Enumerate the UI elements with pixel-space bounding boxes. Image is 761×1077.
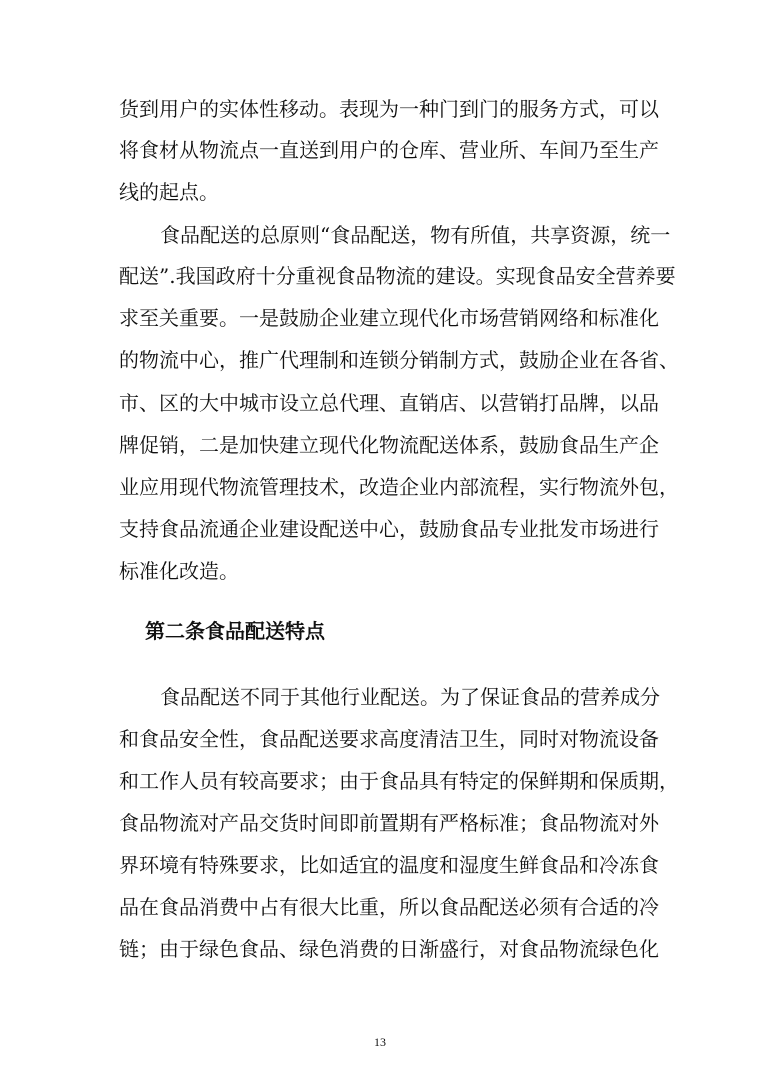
text-line: 支持食品流通企业建设配送中心，鼓励食品专业批发市场进行 (119, 517, 659, 541)
text-line: 品在食品消费中占有很大比重，所以食品配送必须有合适的冷 (119, 895, 659, 919)
paragraph-2-line-9 (0, 551, 761, 591)
text-line: 标准化改造。 (119, 559, 239, 583)
paragraph-2-line-1 (0, 215, 761, 255)
text-line: 界环境有特殊要求，比如适宜的温度和湿度生鲜食品和冷冻食 (119, 853, 659, 877)
paragraph-3-line-5 (0, 845, 761, 885)
paragraph-2-line-4 (0, 340, 761, 380)
text-line: 和工作人员有较高要求；由于食品具有特定的保鲜期和保质期， (119, 769, 679, 793)
text-line: 食品配送不同于其他行业配送。为了保证食品的营养成分 (160, 685, 660, 709)
paragraph-3-line-7 (0, 929, 761, 969)
text-line: 和食品安全性，食品配送要求高度清洁卫生，同时对物流设备 (119, 727, 659, 751)
text-line: 线的起点。 (119, 180, 219, 204)
paragraph-3-line-2 (0, 719, 761, 759)
paragraph-2-line-3 (0, 298, 761, 338)
paragraph-2-line-5 (0, 383, 761, 423)
text-line: 市、区的大中城市设立总代理、直销店、以营销打品牌，以品 (119, 391, 659, 415)
text-line: 的物流中心，推广代理制和连锁分销制方式，鼓励企业在各省、 (119, 348, 679, 372)
page-number: 13 (374, 1035, 386, 1049)
paragraph-3-line-6 (0, 887, 761, 927)
paragraph-1-line-3 (0, 172, 761, 212)
paragraph-3-line-1 (0, 677, 761, 717)
paragraph-1-line-2 (0, 130, 761, 170)
paragraph-2-line-7 (0, 467, 761, 507)
text-line: 将食材从物流点一直送到用户的仓库、营业所、车间乃至生产 (119, 138, 659, 162)
text-line: 业应用现代物流管理技术，改造企业内部流程，实行物流外包， (119, 475, 679, 499)
paragraph-1-line-1 (0, 89, 761, 129)
section-heading: 第二条食品配送特点 (145, 619, 325, 643)
text-line: 牌促销，二是加快建立现代化物流配送体系，鼓励食品生产企 (119, 433, 659, 457)
paragraph-2-line-6 (0, 425, 761, 465)
text-line: 货到用户的实体性移动。表现为一种门到门的服务方式，可以 (119, 97, 659, 121)
text-line: 链；由于绿色食品、绿色消费的日渐盛行，对食品物流绿色化 (119, 937, 659, 961)
paragraph-3-line-4 (0, 803, 761, 843)
paragraph-2-line-8 (0, 509, 761, 549)
text-line: 食品配送的总原则“食品配送，物有所值，共享资源，统一 (160, 223, 671, 247)
text-line: 求至关重要。一是鼓励企业建立现代化市场营销网络和标准化 (119, 306, 659, 330)
paragraph-2-line-2 (0, 256, 761, 296)
paragraph-3-line-3 (0, 761, 761, 801)
text-line: 配送”.我国政府十分重视食品物流的建设。实现食品安全营养要 (119, 264, 676, 288)
text-line: 食品物流对产品交货时间即前置期有严格标准；食品物流对外 (119, 811, 659, 835)
